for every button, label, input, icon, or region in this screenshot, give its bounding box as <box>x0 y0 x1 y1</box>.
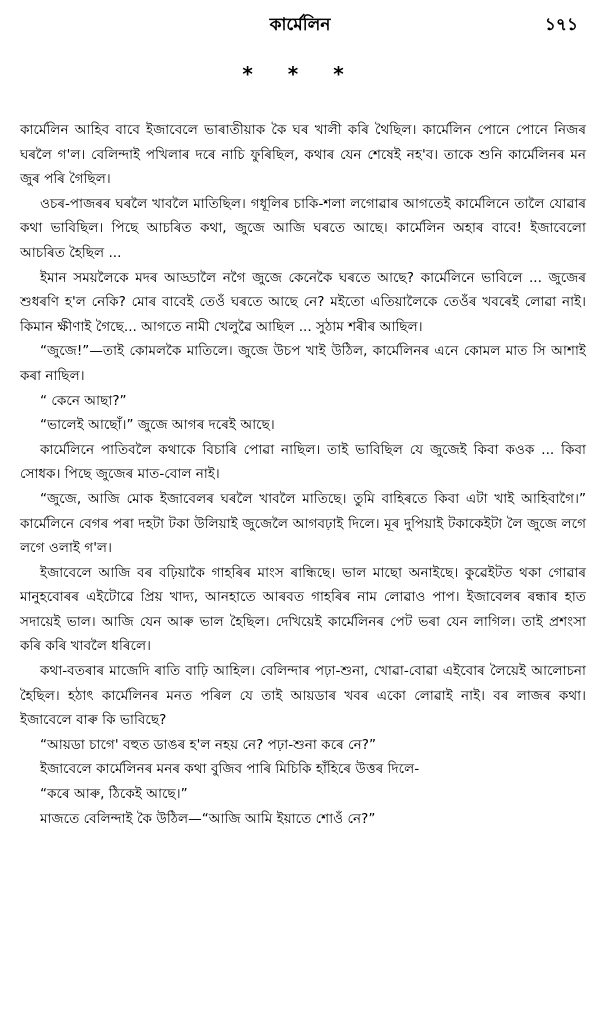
running-title: কাৰ্মেলিন <box>269 15 331 35</box>
page-header <box>0 8 600 38</box>
paragraph: “কৰে আৰু, ঠিকেই আছে।” <box>40 786 188 803</box>
paragraph: ইজাবেলে আজি বৰ বঢ়িয়াকৈ গাহৰিৰ মাংস ৰান্ধিছে। ভাল মাছো অনাইছে। কুৱেইটত থকা গোৱাৰ মানুহবোৰৰ এইটোৱে প্ৰিয় খাদ্য, আনহাতে আৰবত গাহৰিৰ নাম লোৱাও পাপ। ইজাবেলৰ ৰন্ধাৰ হাত সদায়েই ভাল। আজি যেন আৰু ভাল হৈছিল। দেখিয়েই কাৰ্মেলিনৰ পেট ভৰা যেন লাগিল। তাই প্ৰশংসা কৰি কৰি খাবলৈ ধৰিলে। <box>20 564 586 655</box>
paragraph: “আয়ডা চাগে' বহুত ডাঙৰ হ'ল নহয় নে? পঢ়া-শুনা কৰে নে?” <box>40 736 377 753</box>
paragraph: ইজাবেলে কাৰ্মেলিনৰ মনৰ কথা বুজিব পাৰি মিচিকি হাঁহিৰে উত্তৰ দিলে- <box>40 761 420 778</box>
section-separator: * * * <box>242 62 358 86</box>
paragraph: কথা-বতৰাৰ মাজেদি ৰাতি বাঢ়ি আহিল। বেলিন্দাৰ পঢ়া-শুনা, খোৱা-বোৱা এইবোৰ লৈয়েই আলোচনা হৈছিল। হঠাৎ কাৰ্মেলিনৰ মনত পৰিল যে তাই আয়ডাৰ খবৰ একো লোৱাই নাই। বৰ লাজৰ কথা। ইজাবেলে বাৰু কি ভাবিছে? <box>20 663 586 729</box>
paragraph: কাৰ্মেলিনে পাতিবলৈ কথাকে বিচাৰি পোৱা নাছিল। তাই ভাবিছিল যে জুজেই কিবা কওক ... কিবা সোধক। পিছে জুজেৰ মাত-বোল নাই। <box>20 441 586 483</box>
paragraph: “জুজে, আজি মোক ইজাবেলৰ ঘৰলৈ খাবলৈ মাতিছে। তুমি বাহিৰতে কিবা এটা খাই আহিবাগৈ।” কাৰ্মেলিনে বেগৰ পৰা দহটা টকা উলিয়াই জুজেলৈ আগবঢ়াই দিলে। মূৰ দুপিয়াই টকাকেইটা লৈ জুজে লগে লগে ওলাই গ'ল। <box>20 490 586 557</box>
paragraph: “জুজে!”—তাই কোমলকৈ মাতিলে। জুজে উচপ খাই উঠিল, কাৰ্মেলিনৰ এনে কোমল মাত সি আশাই কৰা নাছিল। <box>20 343 586 384</box>
paragraph: “ভালেই আছোঁ।” জুজে আগৰ দৰেই আছে। <box>40 417 275 434</box>
paragraph: “ কেনে আছা?” <box>40 392 127 409</box>
body-text <box>20 118 586 831</box>
paragraph: ইমান সময়লৈকে মদৰ আড্ডালৈ নগৈ জুজে কেনেকৈ ঘৰতে আছে? কাৰ্মেলিনে ভাবিলে ... জুজেৰ শুধৰণি হ'ল নেকি? মোৰ বাবেই তেওঁ ঘৰতে আছে নে? মইতো এতিয়ালৈকে তেওঁৰ খবৰেই লোৱা নাই। কিমান ক্ষীণাই গৈছে... আগতে নামী খেলুৱৈ আছিল ... সুঠাম শৰীৰ আছিল। <box>20 269 586 335</box>
paragraph: কাৰ্মেলিন আহিব বাবে ইজাবেলে ভাৰাতীয়াক কৈ ঘৰ খালী কৰি থৈছিল। কাৰ্মেলিন পোনে পোনে নিজৰ ঘৰলৈ গ'ল। বেলিন্দাই পখিলাৰ দৰে নাচি ফুৰিছিল, কথাৰ যেন শেষেই নহ'ব। তাকে শুনি কাৰ্মেলিনৰ মন জুৰ পৰি গৈছিল। <box>20 122 586 188</box>
page-number: ১৭১ <box>544 15 578 35</box>
paragraph: মাজতে বেলিন্দাই কৈ উঠিল—“আজি আমি ইয়াতে শোওঁ নে?” <box>40 810 376 827</box>
paragraph: ওচৰ-পাজৰৰ ঘৰলৈ খাবলৈ মাতিছিল। গধূলিৰ চাকি-শলা লগোৱাৰ আগতেই কাৰ্মেলিনে তালৈ যোৱাৰ কথা ভাবিছিল। পিছে আচৰিত কথা, জুজে আজি ঘৰতে আছে। কাৰ্মেলিন অহাৰ বাবে! ইজাবেলো আচৰিত হৈছিল ... <box>20 195 586 261</box>
